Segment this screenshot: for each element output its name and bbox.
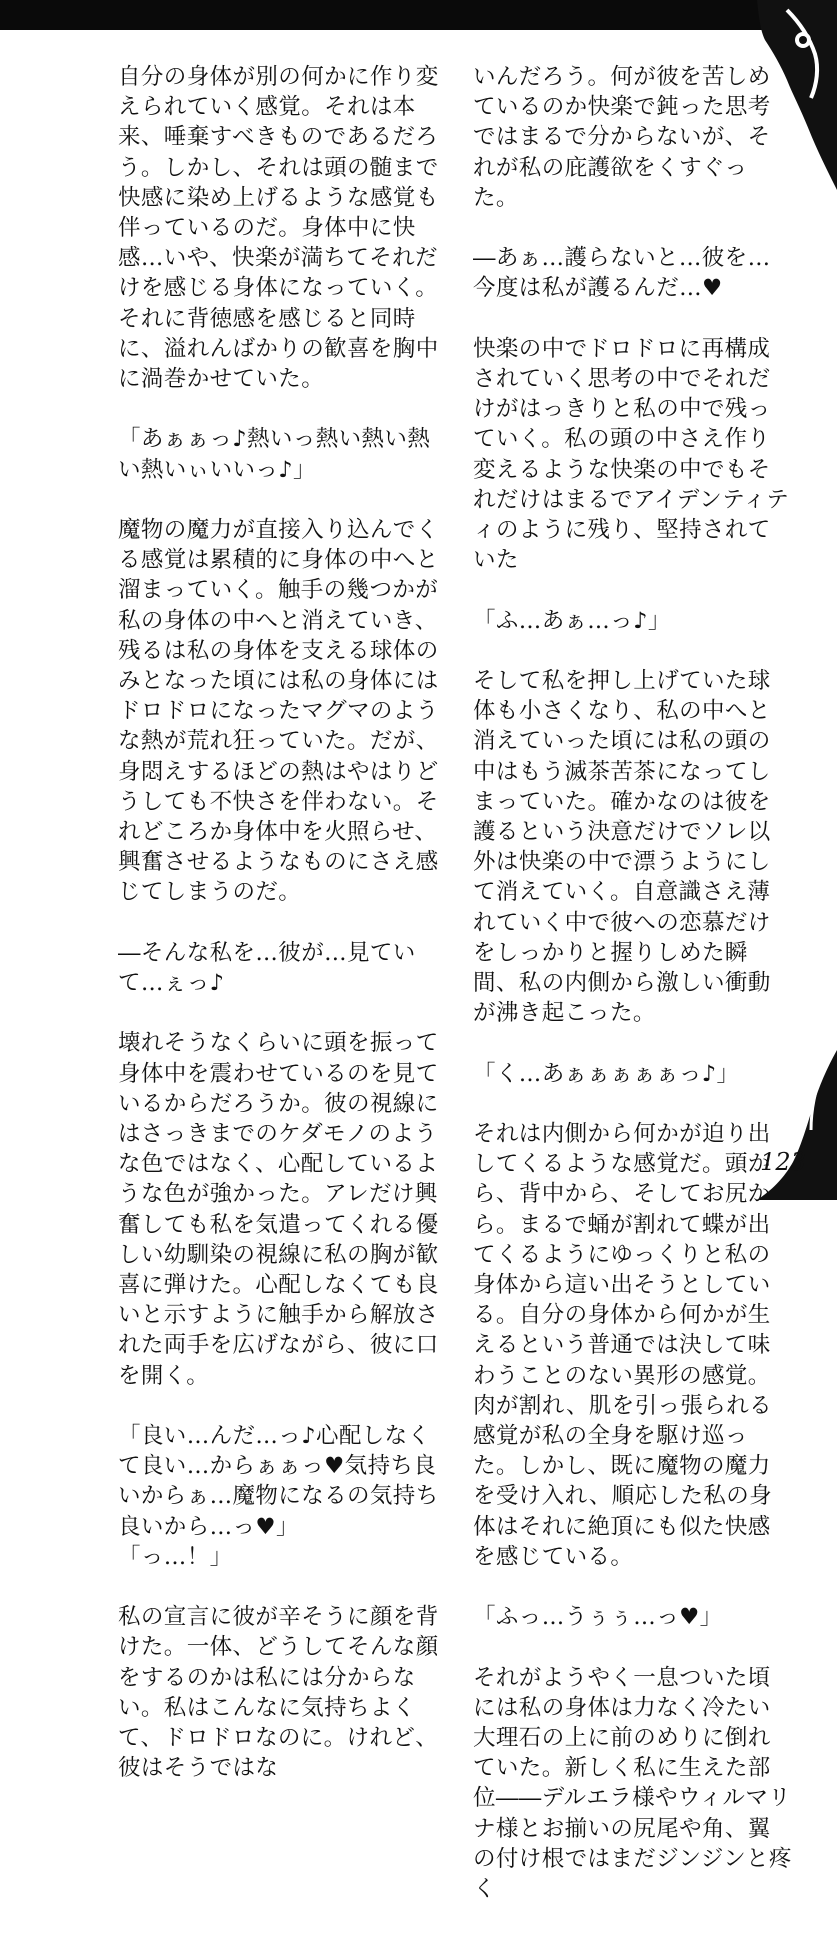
- paragraph: 快楽の中でドロドロに再構成されていく思考の中でそれだけがはっきりと私の中で残っていく。私の頭の中さえ作り変えるような快楽の中でもそれだけはまるでアイデンティティのように残り、堅持されていた: [473, 335, 790, 574]
- right-text-column: [473, 62, 793, 1934]
- paragraph: それは内側から何かが迫り出してくるような感覚だ。頭から、背中から、そしてお尻から。まるで蛹が割れて蝶が出てくるようにゆっくりと私の身体から這い出そうとしている。自分の身体から何かが生えるという普通では決して味わうことのない異形の感覚。肉が割れ、肌を引っ張られる感覚が私の全身を駆け巡った。しかし、既に魔物の魔力を受け入れ、順応した私の身体はそれに絶頂にも似た快感を感じている。: [473, 1121, 773, 1570]
- dialogue-line: 「く…あぁぁぁぁぁっ♪」: [473, 1060, 740, 1087]
- paragraph: それがようやく一息ついた頃には私の身体は力なく冷たい大理石の上に前のめりに倒れていた。新しく私に生えた部位――デルエラ様やウィルマリナ様とお揃いの尻尾や角、翼の付け根ではまだジンジンと疼く: [473, 1664, 792, 1903]
- top-border-bar: [0, 0, 790, 30]
- dialogue-line: 「ふ…あぁ…っ♪」: [473, 607, 671, 634]
- left-text-column: [118, 62, 448, 1814]
- page-number: 123: [760, 1148, 806, 1176]
- dialogue-line: 「っ…！」: [118, 1543, 233, 1570]
- inner-monologue: ―あぁ…護らないと…彼を…今度は私が護るんだ…♥: [473, 245, 771, 302]
- dialogue-line: 「良い…んだ…っ♪心配しなくて良い…からぁぁっ♥気持ち良いからぁ…魔物になるの気持ち良いから…っ♥」: [118, 1423, 439, 1540]
- paragraph: 壊れそうなくらいに頭を振って身体中を震わせているのを見ているからだろうか。彼の視線にはさっきまでのケダモノのような色ではなく、心配しているような色が強かった。アレだけ興奮しても私を気遣ってくれる優しい幼馴染の視線に私の胸が歓喜に弾けた。心配しなくても良いと示すように触手から解放された両手を広げながら、彼に口を開く。: [118, 1030, 439, 1389]
- paragraph: 魔物の魔力が直接入り込んでくる感覚は累積的に身体の中へと溜まっていく。触手の幾つかが私の身体の中へと消えていき、残るは私の身体を支える球体のみとなった頃には私の身体にはドロドロになったマグマのような熱が荒れ狂っていた。だが、身悶えするほどの熱はやはりどうしても不快さを伴わない。それどころか身体中を火照らせ、興奮させるようなものにさえ感じてしまうのだ。: [118, 517, 439, 906]
- paragraph: 自分の身体が別の何かに作り変えられていく感覚。それは本来、唾棄すべきものであるだろう。しかし、それは頭の髄まで快感に染め上げるような感覚も伴っているのだ。身体中に快感…いや、快楽が満ちてそれだけを感じる身体になっていく。それに背徳感を感じると同時に、溢れんばかりの歓喜を胸中に渦巻かせていた。: [118, 64, 439, 393]
- dialogue-line: 「ふっ…うぅぅ…っ♥」: [473, 1604, 723, 1631]
- paragraph: そして私を押し上げていた球体も小さくなり、私の中へと消えていった頃には私の頭の中はもう滅茶苦茶になってしまっていた。確かなのは彼を護るという決意だけでソレ以外は快楽の中で漂うようにして消えていく。自意識さえ薄れていく中で彼への恋慕だけをしっかりと握りしめた瞬間、私の内側から激しい衝動が沸き起こった。: [473, 668, 771, 1027]
- dialogue-line: 「あぁぁっ♪熱いっ熱い熱い熱い熱いぃいいっ♪」: [118, 426, 431, 483]
- paragraph: いんだろう。何が彼を苦しめているのか快楽で鈍った思考ではまるで分からないが、それが私の庇護欲をくすぐった。: [473, 64, 771, 211]
- paragraph: 私の宣言に彼が辛そうに顔を背けた。一体、どうしてそんな顔をするのかは私には分からない。私はこんなに気持ちよくて、ドロドロなのに。けれど、彼はそうではな: [118, 1604, 439, 1782]
- inner-monologue: ―そんな私を…彼が…見ていて…ぇっ♪: [118, 939, 416, 997]
